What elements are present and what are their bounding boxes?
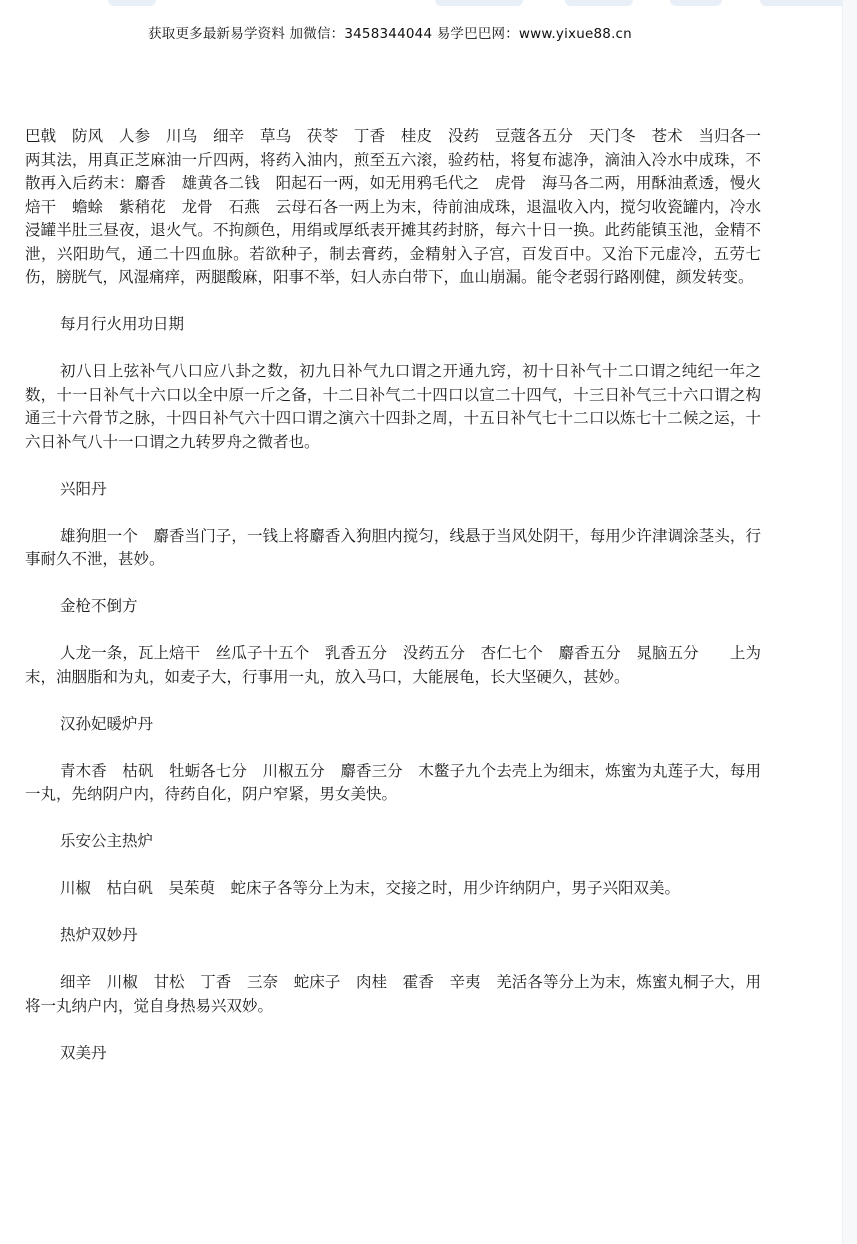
section-body: 细辛 川椒 甘松 丁香 三奈 蛇床子 肉桂 霍香 辛夷 羌活各等分上为末，炼蜜丸桐子大，用将一丸纳户内，觉自身热易兴双妙。	[25, 973, 761, 1015]
watermark-header: 获取更多最新易学资料 加微信：3458344044 易学巴巴网：www.yixue88.cn	[148, 26, 632, 42]
tab-stub-1[interactable]	[108, 0, 156, 6]
section-title: 汉孙妃暖炉丹	[60, 714, 154, 733]
document-body	[25, 125, 761, 1089]
section-title: 每月行火用功日期	[60, 315, 185, 333]
browser-tab-strip	[0, 0, 857, 8]
intro-paragraph: 巴戟 防风 人参 川乌 细辛 草乌 茯苓 丁香 桂皮 没药 豆蔻各五分 天门冬 苍术 当归各一两其法，用真正芝麻油一斤四两，将药入油内，煎至五六滚，验药枯，将复布滤净，滴油入冷水中成珠，不散再入后药末：麝香 雄黄各二钱 阳起石一两，如无用鸦毛代之 虎骨 海马各二两，用酥油煮透，慢火焙干 蟾蜍 紫稍花 龙骨 石燕 云母石各一两上为末，待前油成珠，退温收入内，搅匀收瓷罐内，冷水浸罐半肚三昼夜，退火气。不拘颜色，用绢或厚纸表开摊其药封脐，每六十日一换。此药能镇玉池，金精不泄，兴阳助气，通二十四血脉。若欲种子，制去膏药，金精射入子宫，百发百中。又治下元虚冷，五劳七伤，膀胱气，风湿痛痒，两腿酸麻，阳事不举，妇人赤白带下，血山崩漏。能令老弱行路刚健，颜发转变。	[25, 127, 761, 286]
tab-stub-3[interactable]	[565, 0, 633, 6]
section-title: 热炉双妙丹	[60, 926, 138, 944]
tab-stub-2[interactable]	[435, 0, 523, 6]
section-title: 双美丹	[60, 1043, 107, 1062]
page-scrollbar[interactable]	[842, 0, 857, 1244]
tab-stub-4[interactable]	[670, 0, 722, 6]
section-title: 兴阳丹	[60, 479, 107, 498]
section-title: 金枪不倒方	[60, 597, 138, 615]
section-title: 乐安公主热炉	[60, 832, 154, 850]
section-body: 雄狗胆一个 麝香当门子，一钱上将麝香入狗胆内搅匀，线悬于当风处阴干，每用少许津调涂茎头，行事耐久不泄，甚妙。	[25, 526, 761, 568]
section-body: 初八日上弦补气八口应八卦之数，初九日补气九口谓之开通九窍，初十日补气十二口谓之纯纪一年之数，十一日补气十六口以全中原一斤之备，十二日补气二十四口以宣二十四气，十三日补气三十六口谓之构通三十六骨节之脉，十四日补气六十四口谓之演六十四卦之周，十五日补气七十二口以炼七十二候之运，十六日补气八十一口谓之九转罗舟之微者也。	[25, 362, 761, 451]
tab-stub-5[interactable]	[760, 0, 850, 6]
section-body: 人龙一条，瓦上焙干 丝瓜子十五个 乳香五分 没药五分 杏仁七个 麝香五分 晁脑五分 上为末，油胭脂和为丸，如麦子大，行事用一丸，放入马口，大能展龟，长大坚硬久，甚妙。	[25, 644, 761, 686]
section-body: 川椒 枯白矾 吴茱萸 蛇床子各等分上为末，交接之时，用少许纳阴户，男子兴阳双美。	[60, 879, 681, 897]
section-body: 青木香 枯矾 牡蛎各七分 川椒五分 麝香三分 木鳖子九个去壳上为细末，炼蜜为丸莲子大，每用一丸，先纳阴户内，待药自化，阴户窄紧，男女美快。	[25, 761, 761, 803]
